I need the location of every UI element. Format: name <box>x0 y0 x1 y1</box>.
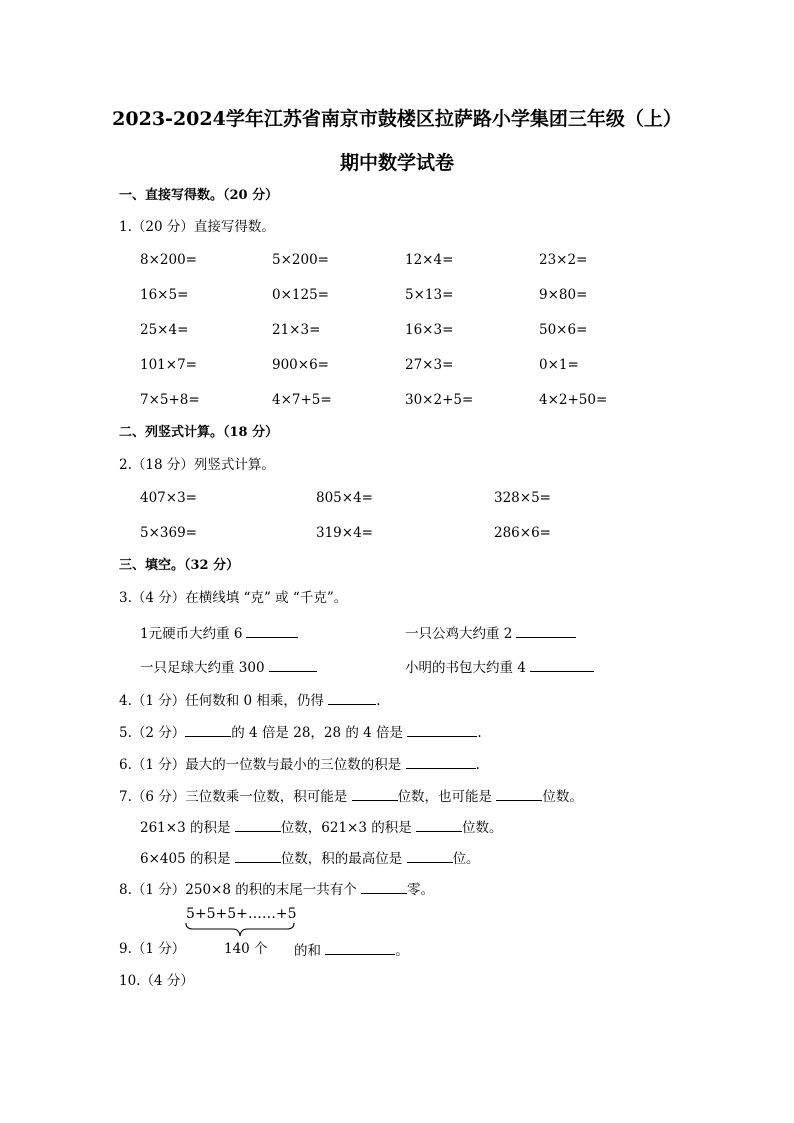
q3-item: 一只足球大约重 300 <box>140 657 317 677</box>
section3-heading: 三、填空。（32 分） <box>119 558 240 573</box>
calc-item: 16×5= <box>140 287 189 303</box>
question-7-line2: 261×3 的积是 位数，621×3 的积是 位数。 <box>140 817 503 837</box>
question-7-line3: 6×405 的积是 位数，积的最高位是 位。 <box>140 848 480 868</box>
calc-item: 5×200= <box>272 252 329 268</box>
answer-blank[interactable] <box>328 690 376 705</box>
question-8: 8.（1 分）250×8 的积的末尾一共有个 零。 <box>119 879 434 899</box>
answer-blank[interactable] <box>185 722 231 737</box>
calc-item: 16×3= <box>405 322 454 338</box>
question-10: 10.（4 分） <box>119 973 194 989</box>
answer-blank[interactable] <box>530 657 594 672</box>
calc-item: 9×80= <box>539 287 588 303</box>
calc-item: 21×3= <box>272 322 321 338</box>
q9-sum-expression: 5+5+5+……+5 <box>186 906 297 922</box>
q3-item: 小明的书包大约重 4 <box>405 657 594 677</box>
q3-item: 一只公鸡大约重 2 <box>405 623 576 643</box>
underbrace-icon <box>185 922 295 938</box>
calc-item: 8×200= <box>140 252 197 268</box>
question-9-number: 9.（1 分） <box>119 941 186 957</box>
calc-item: 30×2+5= <box>405 392 474 408</box>
calc-item: 805×4= <box>316 490 373 506</box>
calc-item: 12×4= <box>405 252 454 268</box>
answer-blank[interactable] <box>235 817 281 832</box>
question-4: 4.（1 分）任何数和 0 相乘，仍得 . <box>119 690 381 710</box>
calc-item: 0×125= <box>272 287 329 303</box>
answer-blank[interactable] <box>352 786 398 801</box>
calc-item: 4×2+50= <box>539 392 608 408</box>
calc-item: 900×6= <box>272 357 329 373</box>
question-7: 7.（6 分）三位数乘一位数，积可能是 位数，也可能是 位数。 <box>119 786 583 806</box>
question-2: 2.（18 分）列竖式计算。 <box>119 457 275 473</box>
answer-blank[interactable] <box>406 754 476 769</box>
answer-blank[interactable] <box>235 848 281 863</box>
question-6: 6.（1 分）最大的一位数与最小的三位数的积是 . <box>119 754 480 774</box>
question-1: 1.（20 分）直接写得数。 <box>119 219 275 235</box>
calc-item: 0×1= <box>539 357 579 373</box>
answer-blank[interactable] <box>496 786 542 801</box>
calc-item: 5×13= <box>405 287 454 303</box>
answer-blank[interactable] <box>516 623 576 638</box>
calc-item: 4×7+5= <box>272 392 332 408</box>
q9-count-label: 140 个 <box>224 941 268 957</box>
answer-blank[interactable] <box>246 623 298 638</box>
exam-title-line1: 2023-2024学年江苏省南京市鼓楼区拉萨路小学集团三年级（上） <box>112 108 682 130</box>
section2-heading: 二、列竖式计算。（18 分） <box>119 425 279 440</box>
calc-item: 319×4= <box>316 525 373 541</box>
exam-title-line2: 期中数学试卷 <box>339 152 454 174</box>
answer-blank[interactable] <box>269 657 317 672</box>
answer-blank[interactable] <box>361 879 407 894</box>
section1-heading: 一、直接写得数。（20 分） <box>119 188 279 203</box>
calc-item: 407×3= <box>140 490 197 506</box>
calc-item: 101×7= <box>140 357 197 373</box>
calc-item: 50×6= <box>539 322 588 338</box>
calc-item: 5×369= <box>140 525 197 541</box>
answer-blank[interactable] <box>407 848 453 863</box>
q3-item: 1元硬币大约重 6 <box>140 623 298 643</box>
answer-blank[interactable] <box>416 817 462 832</box>
question-5: 5.（2 分） 的 4 倍是 28，28 的 4 倍是 . <box>119 722 482 742</box>
calc-item: 27×3= <box>405 357 454 373</box>
calc-item: 23×2= <box>539 252 588 268</box>
calc-item: 7×5+8= <box>140 392 200 408</box>
calc-item: 286×6= <box>494 525 551 541</box>
question-3: 3.（4 分）在横线填 “克” 或 “千克”。 <box>119 590 348 606</box>
calc-item: 328×5= <box>494 490 551 506</box>
calc-item: 25×4= <box>140 322 189 338</box>
answer-blank[interactable] <box>407 722 477 737</box>
question-9: 的和 。 <box>294 940 409 960</box>
answer-blank[interactable] <box>325 940 395 955</box>
